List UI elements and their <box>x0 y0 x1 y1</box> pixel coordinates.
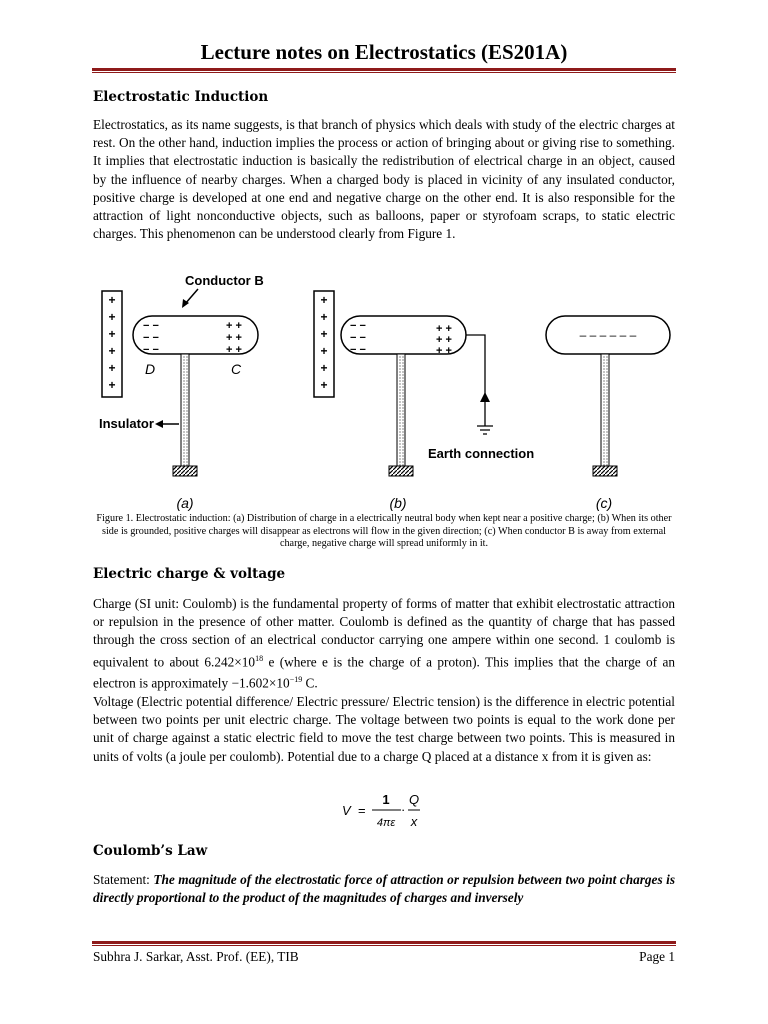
statement-text: The magnitude of the electrostatic force of attraction or repulsion between two point charges is directly proportional to the product of the magnitudes of charges and inversely <box>93 872 675 906</box>
minus-signs: − − <box>350 332 366 344</box>
minus-row: – – – – – – <box>579 328 637 342</box>
statement-label: Statement: <box>93 872 154 887</box>
footer-rule-thin <box>92 945 676 946</box>
plus-sign: + <box>108 327 116 341</box>
plus-sign: + <box>320 361 328 375</box>
plus-signs: + + <box>436 323 452 335</box>
base-b <box>389 466 413 476</box>
label-earth-connection: Earth connection <box>428 446 535 461</box>
plus-sign: + <box>320 310 328 324</box>
plus-sign: + <box>320 378 328 392</box>
figure-electrostatic-induction <box>93 266 675 512</box>
paragraph-charge-text <box>93 595 675 693</box>
base-a <box>173 466 197 476</box>
plus-signs: + + <box>226 344 242 356</box>
paragraph-coulomb-text <box>93 871 675 907</box>
charge-text-post: C. <box>302 675 318 691</box>
subfigure-label-a: (a) <box>176 495 194 511</box>
minus-signs: − − <box>350 320 366 332</box>
plus-signs: + + <box>226 332 242 344</box>
plus-sign: + <box>320 344 328 358</box>
formula-dot: · <box>401 802 406 817</box>
footer-page-number: Page 1 <box>639 949 675 964</box>
header-rule-thin <box>92 72 676 73</box>
base-c <box>593 466 617 476</box>
formula-numerator-q: Q <box>408 792 420 807</box>
figure-caption: Figure 1. Electrostatic induction: (a) Distribution of charge in a electrically neutral body when kept near a positive charge; (b) When its other side is grounded, positive charges will disappear as electrons will flow in the given direction; (c) When conductor B is away from external charge, negative charge will spread uniformly in it. <box>96 513 672 550</box>
plus-sign: + <box>108 293 116 307</box>
stand-a <box>181 354 189 466</box>
exponent-18: 18 <box>255 653 264 663</box>
heading-induction: Electrostatic Induction <box>93 89 269 105</box>
formula-equals: = <box>358 803 366 818</box>
plus-sign: + <box>108 378 116 392</box>
plus-signs: + + <box>436 334 452 346</box>
subfigure-label-b: (b) <box>389 495 407 511</box>
plus-sign: + <box>108 310 116 324</box>
plus-sign: + <box>320 293 328 307</box>
minus-signs: − − <box>143 320 159 332</box>
stand-b <box>397 354 405 466</box>
paragraph-voltage <box>93 693 675 766</box>
paragraph-induction <box>93 116 675 243</box>
plus-signs: + + <box>226 320 242 332</box>
label-insulator: Insulator <box>99 416 154 431</box>
heading-coulomb: Coulomb’s Law <box>93 843 208 859</box>
header-rule <box>92 68 676 71</box>
formula-numerator-1: 1 <box>382 792 390 807</box>
minus-signs: − − <box>143 332 159 344</box>
charge-text-pre: Charge (SI unit: Coulomb) is the fundamental property of forms of matter that exhibit electrostatic attraction or repulsion in the presence of other matter. Coulomb is defined as the quantity of charge that has passed through the cross section of an electrical conductor carrying one ampere within one second. 1 coulomb is equivalent to about 6.242×10 <box>93 596 675 670</box>
paragraph-induction-text: Electrostatics, as its name suggests, is that branch of physics which deals with study of the electric charges at rest. On the other hand, induction implies the process or action of bringing about or giving rise to something. It implies that electrostatic induction is basically the redistribution of electrical charge in an object, caused by the influence of nearby charges. When a charged body is placed in vicinity of any insulated conductor, positive charge is developed at one end and negative charge on the other end. It is also responsible for the attraction of light nonconductive objects, such as balloons, paper or styrofoam scraps, to static electric charges. This phenomenon can be understood clearly from Figure 1. <box>93 117 675 242</box>
plus-signs: + + <box>436 345 452 357</box>
label-conductor-b: Conductor B <box>185 273 264 288</box>
page-title: Lecture notes on Electrostatics (ES201A) <box>200 40 568 64</box>
paragraph-voltage-text: Voltage (Electric potential difference/ Electric pressure/ Electric tension) is the difference in electric potential between two points per unit electric charge. The voltage between two points is equal to the work done per unit of charge against a static electric field to move the test charge between two points. This is measured in units of volts (a joule per coulomb). Potential due to a charge Q placed at a distance x from it is given as: <box>93 694 675 764</box>
plus-sign: + <box>108 361 116 375</box>
label-c: C <box>231 361 242 377</box>
formula-potential <box>340 790 430 830</box>
formula-denominator-x: x <box>410 814 418 829</box>
minus-signs: − − <box>143 344 159 356</box>
plus-sign: + <box>108 344 116 358</box>
paragraph-coulomb <box>93 871 675 907</box>
formula-v: V <box>342 803 351 818</box>
minus-signs: − − <box>350 344 366 356</box>
charge-text-mid: e (where e is the charge of a proton). This implies that the charge of an electron is approximately −1.602×10 <box>93 654 676 691</box>
stand-c <box>601 354 609 466</box>
plus-sign: + <box>320 327 328 341</box>
earth-wire <box>466 335 485 426</box>
exponent-minus-19: −19 <box>289 675 303 685</box>
label-d: D <box>145 361 156 377</box>
paragraph-charge <box>93 595 675 693</box>
formula-denominator-1: 4πε <box>376 817 396 829</box>
footer-author: Subhra J. Sarkar, Asst. Prof. (EE), TIB <box>93 949 299 964</box>
subfigure-label-c: (c) <box>595 495 613 511</box>
heading-charge-voltage: Electric charge & voltage <box>93 566 286 582</box>
footer-rule <box>92 941 676 944</box>
